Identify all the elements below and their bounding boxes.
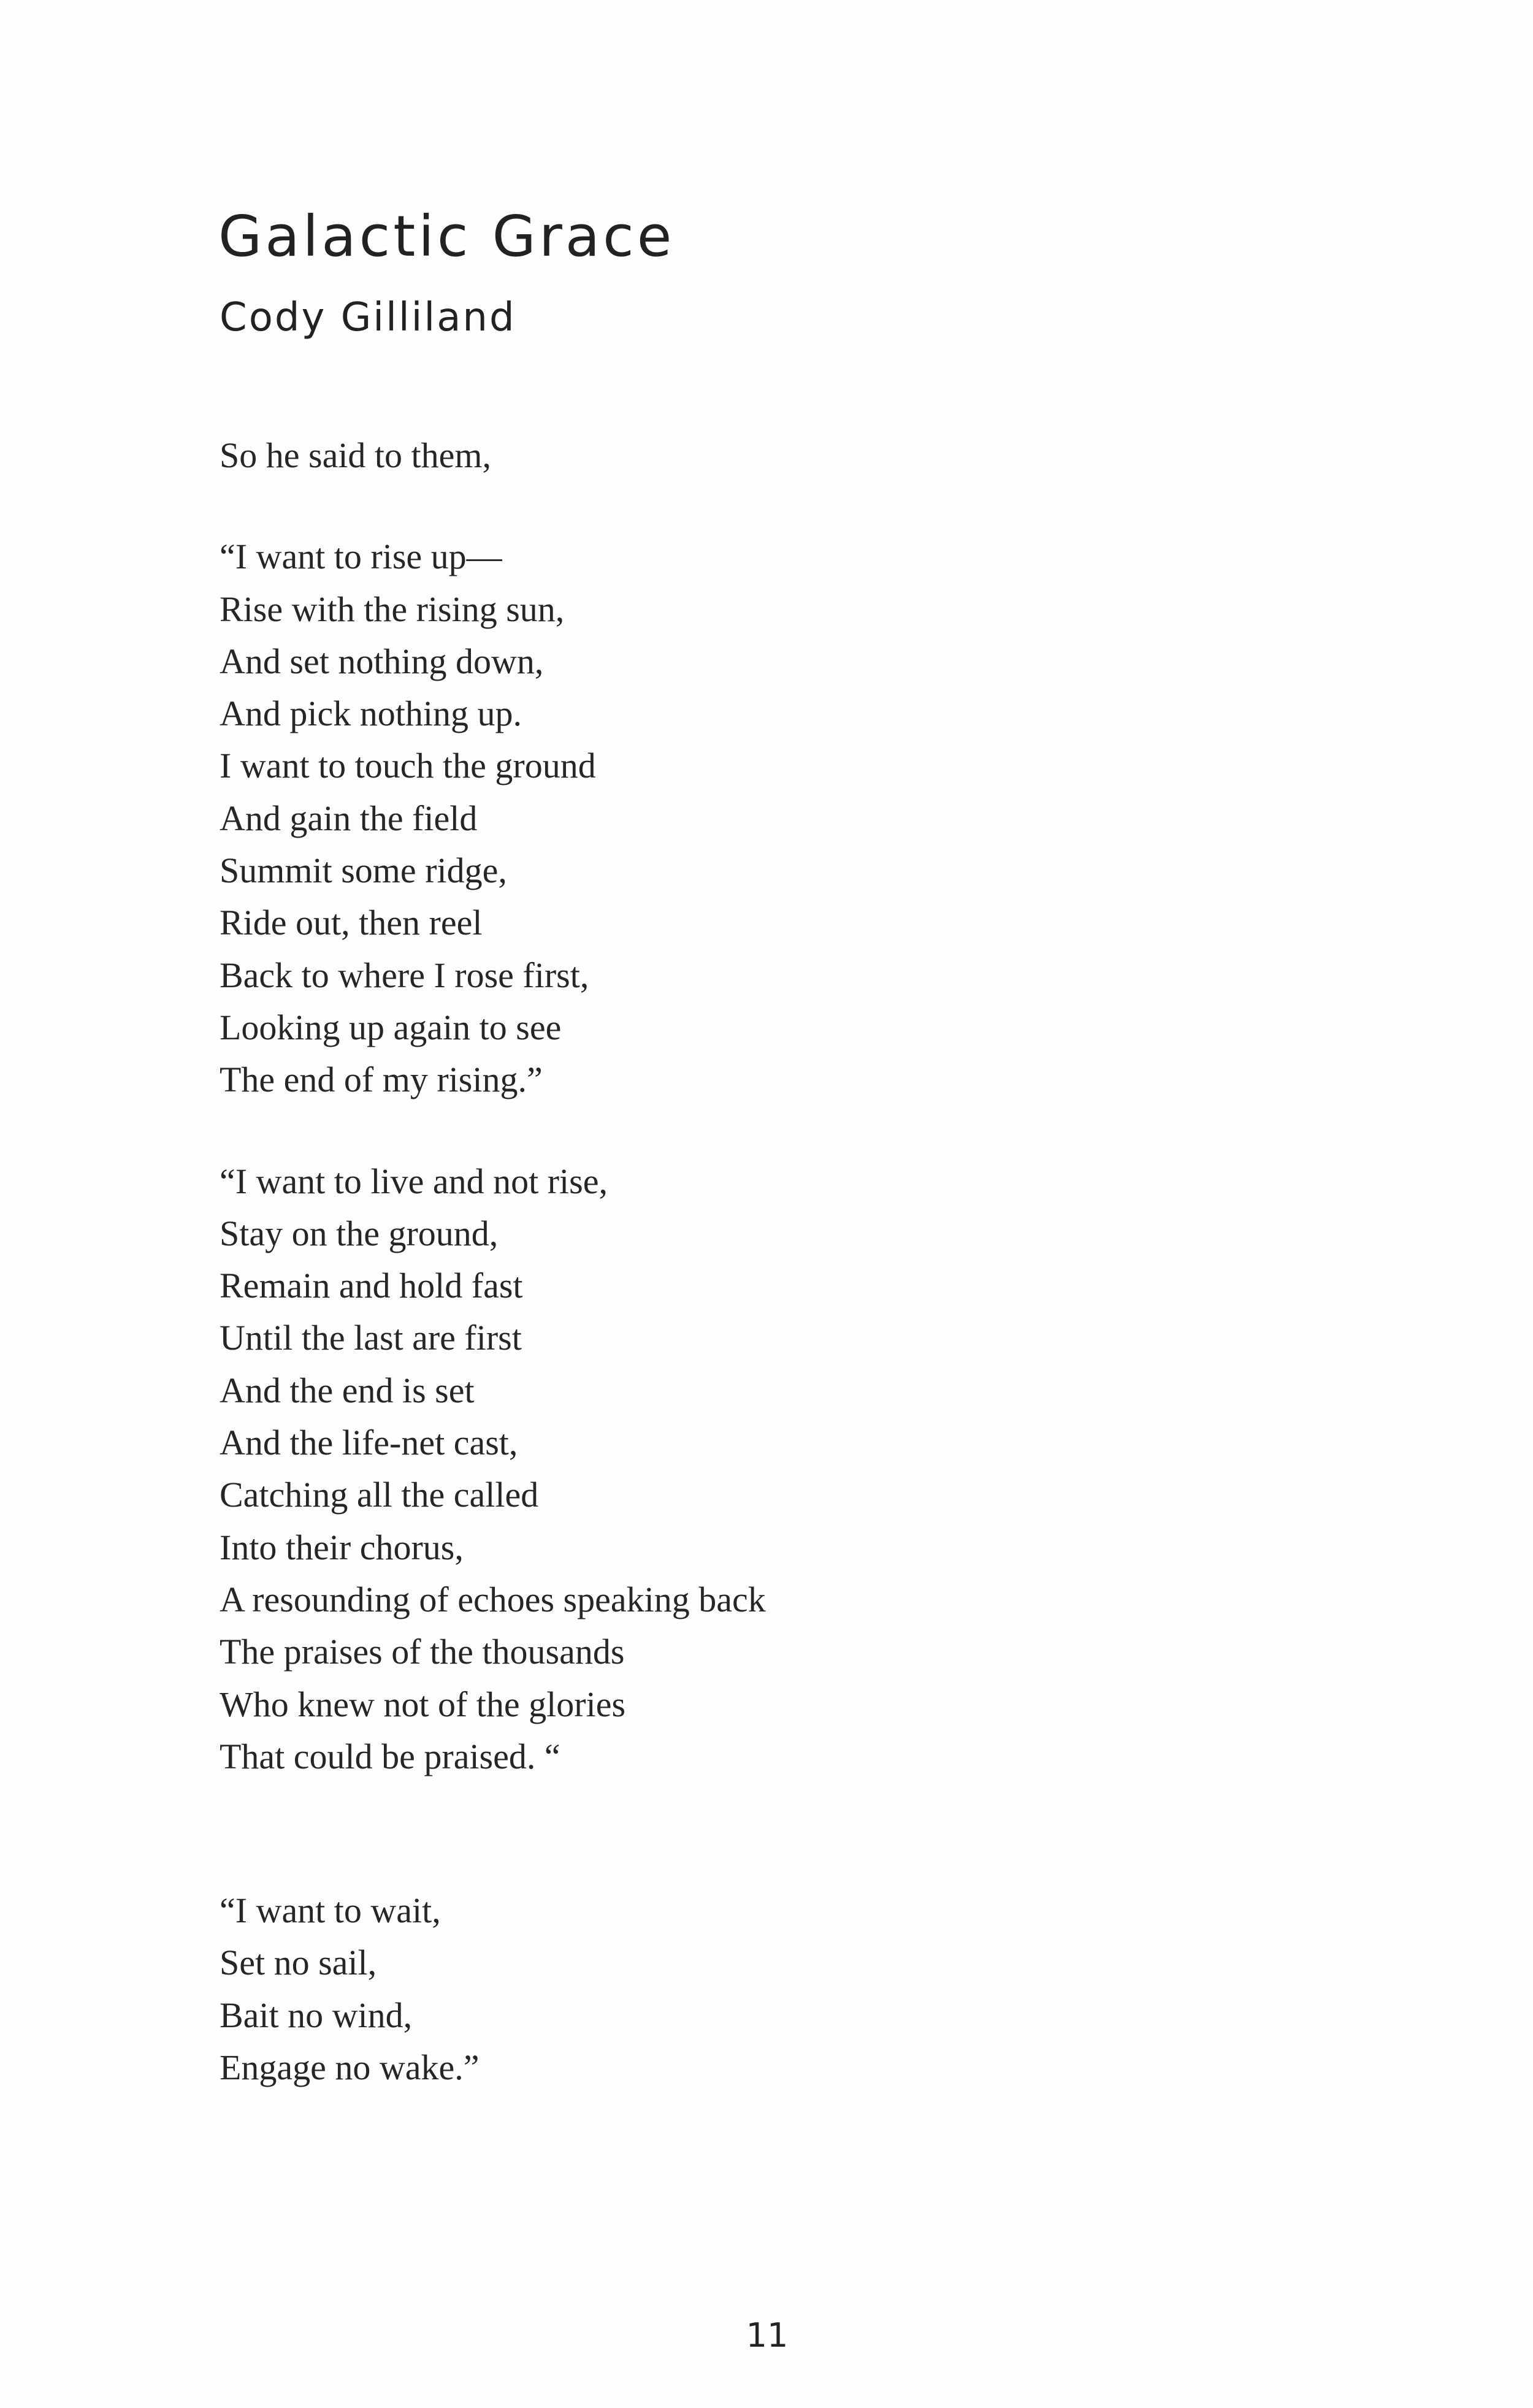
poem-line: Stay on the ground, <box>220 1213 499 1253</box>
poem-line: So he said to them, <box>220 435 492 475</box>
stanza-1 <box>220 530 1385 1106</box>
poem-line: Looking up again to see <box>220 1007 562 1047</box>
poem-line: And pick nothing up. <box>220 694 522 734</box>
poem-line: Rise with the rising sun, <box>220 589 565 629</box>
poem-line: “I want to rise up— <box>220 537 502 577</box>
poem-line: And set nothing down, <box>220 641 544 681</box>
poem-line: Until the last are first <box>220 1318 522 1358</box>
poem-line: I want to touch the ground <box>220 746 596 786</box>
stanza-break <box>220 481 1385 530</box>
poem-author: Cody Gilliland <box>220 295 516 340</box>
poem-line: Ride out, then reel <box>220 903 483 943</box>
poem-line: And the life-net cast, <box>220 1423 518 1463</box>
poem-line: “I want to wait, <box>220 1890 441 1931</box>
poem-line: And gain the field <box>220 798 478 838</box>
stanza-3 <box>220 1884 1385 2093</box>
poem-line: Summit some ridge, <box>220 850 507 891</box>
stanza-break <box>220 1783 1385 1884</box>
poem-line: “I want to live and not rise, <box>220 1161 608 1201</box>
intro-stanza <box>220 429 1385 481</box>
poem-line: That could be praised. “ <box>220 1736 560 1776</box>
poem-line: Who knew not of the glories <box>220 1684 626 1724</box>
poem-line: Remain and hold fast <box>220 1266 523 1306</box>
poem-line: And the end is set <box>220 1370 475 1410</box>
poem-line: The praises of the thousands <box>220 1632 625 1672</box>
stanza-2 <box>220 1155 1385 1783</box>
poem-line: The end of my rising.” <box>220 1060 543 1100</box>
poem-line: Engage no wake.” <box>220 2047 480 2088</box>
poem-line: Back to where I rose first, <box>220 955 589 995</box>
poem-line: A resounding of echoes speaking back <box>220 1579 766 1619</box>
poem-body <box>220 429 1385 2093</box>
stanza-break <box>220 1106 1385 1155</box>
poem-line: Bait no wind, <box>220 1995 413 2035</box>
poem-line: Catching all the called <box>220 1475 539 1515</box>
poem-title: Galactic Grace <box>218 204 675 269</box>
page-number: 11 <box>746 2316 789 2355</box>
poem-line: Into their chorus, <box>220 1527 464 1567</box>
poem-line: Set no sail, <box>220 1943 377 1983</box>
